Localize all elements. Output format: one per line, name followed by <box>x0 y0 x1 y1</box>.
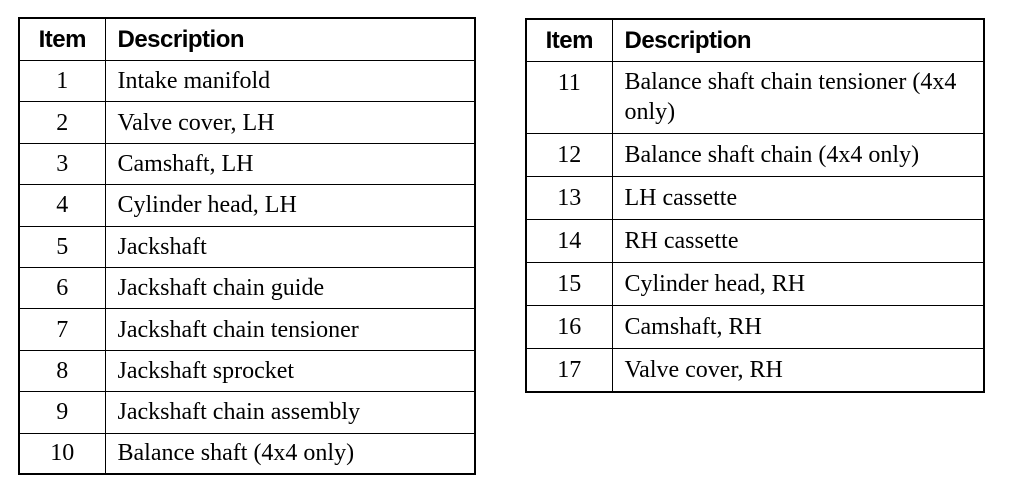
item-number: 17 <box>526 349 612 393</box>
item-description: Jackshaft chain tensioner <box>105 309 475 350</box>
item-description: LH cassette <box>612 177 984 220</box>
item-description: Balance shaft chain (4x4 only) <box>612 134 984 177</box>
item-description: Camshaft, LH <box>105 143 475 184</box>
table-row <box>19 185 475 226</box>
item-number: 5 <box>19 226 105 267</box>
parts-table-left <box>18 17 476 475</box>
item-description: Jackshaft chain assembly <box>105 392 475 433</box>
item-number: 3 <box>19 143 105 184</box>
description-column-header: Description <box>105 18 475 61</box>
item-description: Balance shaft chain tensioner (4x4 only) <box>612 62 984 134</box>
item-description: Valve cover, LH <box>105 102 475 143</box>
item-column-header: Item <box>526 19 612 62</box>
table-row <box>19 61 475 102</box>
item-number: 15 <box>526 263 612 306</box>
item-number: 7 <box>19 309 105 350</box>
item-number: 2 <box>19 102 105 143</box>
table-row <box>526 134 984 177</box>
item-description: Jackshaft <box>105 226 475 267</box>
item-number: 9 <box>19 392 105 433</box>
table-row <box>526 220 984 263</box>
item-column-header: Item <box>19 18 105 61</box>
item-description: Camshaft, RH <box>612 306 984 349</box>
table-row <box>526 263 984 306</box>
table-row <box>19 392 475 433</box>
item-number: 6 <box>19 267 105 308</box>
item-number: 4 <box>19 185 105 226</box>
table-row <box>19 267 475 308</box>
item-number: 1 <box>19 61 105 102</box>
table-row <box>19 433 475 474</box>
table-row <box>19 350 475 391</box>
description-column-header: Description <box>612 19 984 62</box>
item-description: Intake manifold <box>105 61 475 102</box>
item-description: Valve cover, RH <box>612 349 984 393</box>
item-number: 11 <box>526 62 612 134</box>
header-row <box>526 19 984 62</box>
item-description: Cylinder head, RH <box>612 263 984 306</box>
item-description: Jackshaft chain guide <box>105 267 475 308</box>
parts-table-right <box>525 18 985 393</box>
item-number: 14 <box>526 220 612 263</box>
item-number: 12 <box>526 134 612 177</box>
table-row <box>19 102 475 143</box>
table-row <box>526 306 984 349</box>
table-row <box>19 309 475 350</box>
item-number: 16 <box>526 306 612 349</box>
table-row <box>526 349 984 393</box>
header-row <box>19 18 475 61</box>
item-description: Jackshaft sprocket <box>105 350 475 391</box>
item-description: RH cassette <box>612 220 984 263</box>
item-description: Balance shaft (4x4 only) <box>105 433 475 474</box>
item-number: 13 <box>526 177 612 220</box>
item-number: 10 <box>19 433 105 474</box>
table-row <box>19 226 475 267</box>
table-row <box>19 143 475 184</box>
table-row <box>526 62 984 134</box>
item-description: Cylinder head, LH <box>105 185 475 226</box>
table-row <box>526 177 984 220</box>
item-number: 8 <box>19 350 105 391</box>
